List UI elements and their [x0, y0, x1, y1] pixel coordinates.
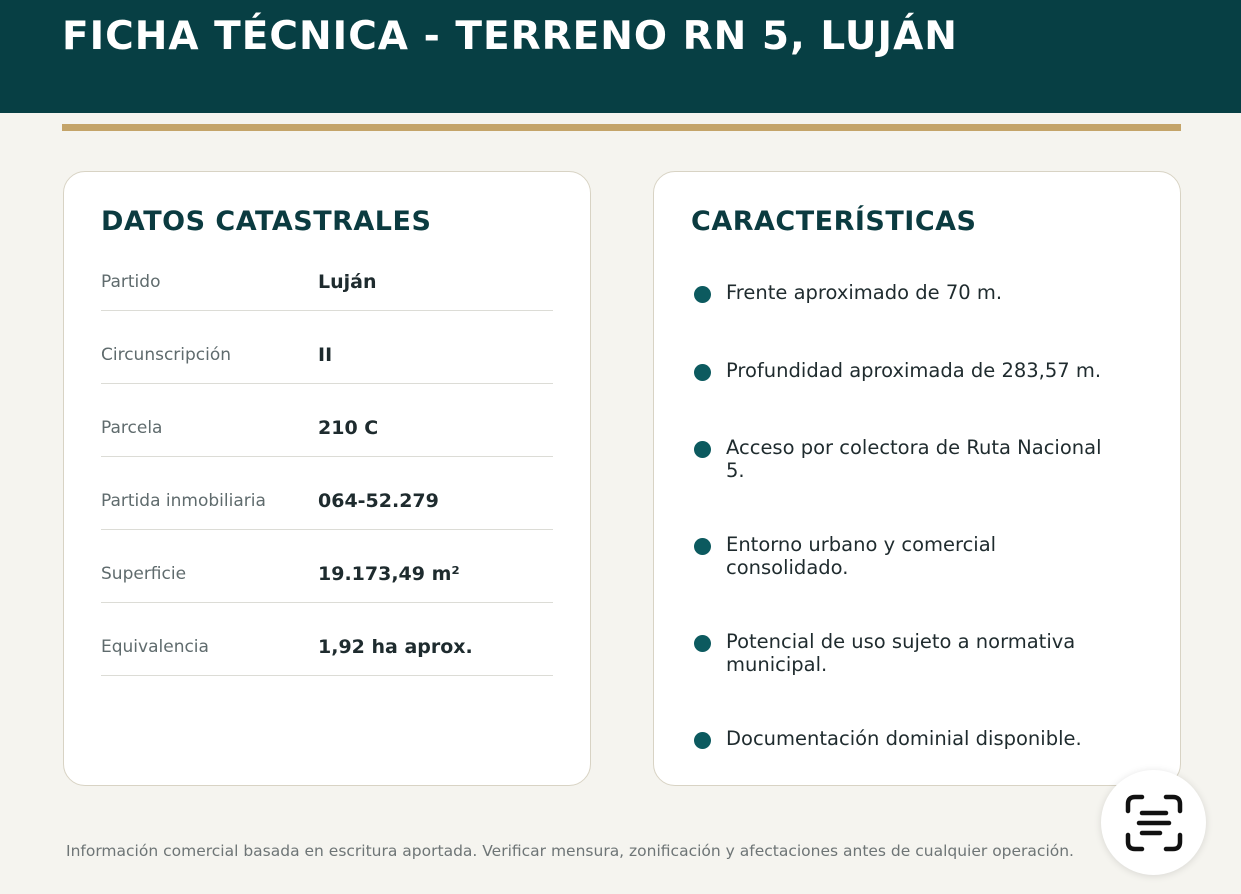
feature-text: Entorno urbano y comercial consolidado. [726, 533, 997, 579]
feature-text: Acceso por colectora de Ruta Nacional 5. [726, 436, 1102, 482]
text-scan-icon [1125, 794, 1183, 852]
feature-text: Frente aproximado de 70 m. [726, 281, 1003, 304]
disclaimer-note: Información comercial basada en escritura aportada. Verificar mensura, zonificación y afectaciones antes de cualquier operación. [66, 842, 1074, 860]
cadastral-row-partido [101, 238, 553, 311]
cadastral-row-equivalencia [101, 603, 553, 676]
cadastral-data-card [63, 171, 591, 786]
bullet-dot-icon [694, 538, 711, 555]
cadastral-value: 1,92 ha aprox. [318, 636, 473, 658]
cadastral-label: Partida inmobiliaria [101, 491, 266, 511]
cadastral-value: II [318, 344, 333, 366]
accent-divider [62, 124, 1181, 131]
cadastral-row-parcela [101, 384, 553, 457]
cadastral-data-list [101, 238, 553, 676]
cadastral-label: Parcela [101, 418, 163, 438]
bullet-dot-icon [694, 732, 711, 749]
cadastral-value: 064-52.279 [318, 490, 439, 512]
cadastral-data-title: DATOS CATASTRALES [101, 206, 432, 237]
feature-text: Potencial de uso sujeto a normativa municipal. [726, 630, 1076, 676]
cadastral-value: 19.173,49 m² [318, 563, 460, 585]
cadastral-value: 210 C [318, 417, 379, 439]
cadastral-label: Equivalencia [101, 637, 209, 657]
page-title: FICHA TÉCNICA - TERRENO RN 5, LUJÁN [62, 14, 958, 59]
text-scan-button[interactable] [1101, 770, 1206, 875]
bullet-dot-icon [694, 441, 711, 458]
header-banner [0, 0, 1241, 113]
cadastral-row-superficie [101, 530, 553, 603]
features-card [653, 171, 1181, 786]
feature-text: Documentación dominial disponible. [726, 727, 1082, 750]
features-title: CARACTERÍSTICAS [691, 206, 977, 237]
bullet-dot-icon [694, 286, 711, 303]
cadastral-label: Superficie [101, 564, 187, 584]
feature-text: Profundidad aproximada de 283,57 m. [726, 359, 1102, 382]
bullet-dot-icon [694, 635, 711, 652]
bullet-dot-icon [694, 364, 711, 381]
cadastral-row-partida-inmobiliaria [101, 457, 553, 530]
cadastral-row-circunscripcion [101, 311, 553, 384]
cadastral-label: Partido [101, 272, 161, 292]
cadastral-label: Circunscripción [101, 345, 232, 365]
cadastral-value: Luján [318, 271, 377, 293]
